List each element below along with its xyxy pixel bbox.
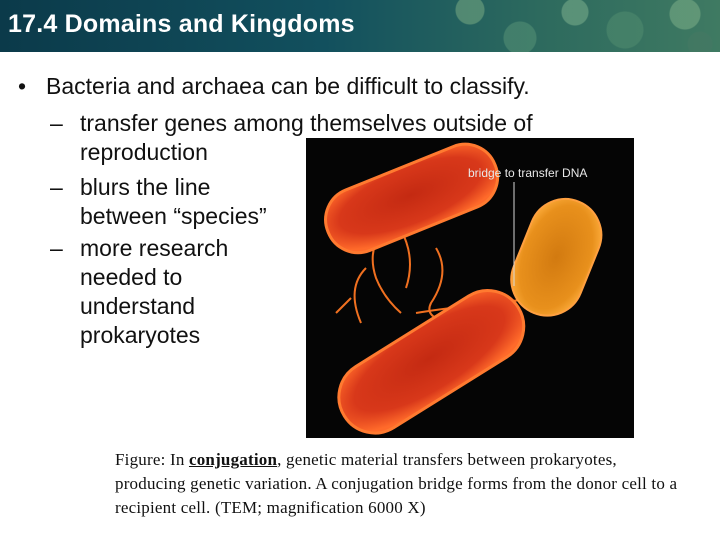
sub-bullet-line: more research: [80, 235, 229, 261]
sub-bullet-marker: –: [50, 174, 63, 200]
conjugation-micrograph: [306, 138, 634, 438]
sub-bullet-line: between “species”: [80, 203, 267, 229]
caption-text: , genetic material transfers between prokaryotes, producing genetic variation. A conjugation bridge forms from the donor cell to a recipient cell. (TEM; magnification 6000 X): [115, 450, 678, 517]
micrograph-image: [306, 138, 634, 438]
sub-bullet-line: reproduction: [80, 139, 208, 165]
bullet-marker: •: [18, 73, 27, 99]
title-banner: [0, 0, 720, 52]
bridge-label: bridge to transfer DNA: [468, 166, 588, 180]
donor-cell-top: [316, 138, 507, 262]
sub-bullet-line: blurs the line: [80, 174, 211, 200]
sub-bullet-marker: –: [50, 235, 63, 261]
caption-term: conjugation: [188, 450, 278, 469]
main-bullet-text: Bacteria and archaea can be difficult to classify.: [46, 73, 530, 99]
figure-caption: [115, 448, 690, 520]
sub-bullet-line: understand: [80, 293, 196, 319]
caption-prefix: Figure: In: [115, 450, 189, 469]
sub-bullet-marker: –: [50, 110, 63, 136]
slide-title: 17.4 Domains and Kingdoms: [8, 10, 355, 38]
sub-bullet-line: prokaryotes: [80, 322, 201, 348]
sub-bullet-line: transfer genes among themselves outside of: [80, 110, 533, 136]
sub-bullet-line: needed to: [80, 264, 183, 290]
